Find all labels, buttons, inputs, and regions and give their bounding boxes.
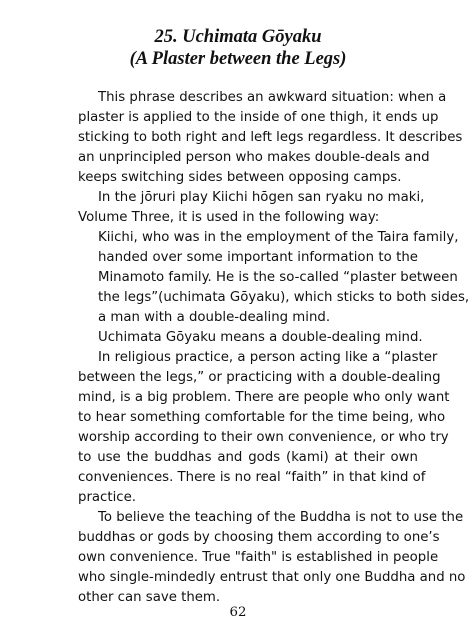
text-line: mind, is a big problem. There are people who only want: [78, 390, 450, 405]
text-line: between the legs,” or practicing with a double-dealing: [78, 370, 441, 385]
text-line: practice.: [78, 490, 136, 505]
text-line: conveniences. There is no real “faith” in that kind of: [78, 470, 426, 485]
text-line: to use the buddhas and gods (kami) at their own: [78, 450, 418, 465]
text-line: Kiichi, who was in the employment of the Taira family,: [98, 230, 459, 245]
text-line: worship according to their own convenience, or who try: [78, 430, 449, 445]
text-line: In religious practice, a person acting like a “plaster: [98, 350, 438, 365]
text-line: Volume Three, it is used in the following way:: [78, 210, 380, 225]
text-line: Uchimata Gōyaku means a double-dealing mind.: [98, 330, 423, 345]
text-line: own convenience. True "faith" is established in people: [78, 550, 439, 565]
text-line: plaster is applied to the inside of one thigh, it ends up: [78, 110, 439, 125]
text-line: In the jōruri play Kiichi hōgen san ryaku no maki,: [98, 190, 425, 205]
text-line: To believe the teaching of the Buddha is not to use the: [98, 510, 464, 525]
text-line: the legs”(uchimata Gōyaku), which sticks to both sides,: [98, 290, 470, 305]
text-line: keeps switching sides between opposing camps.: [78, 170, 402, 185]
page-subtitle: (A Plaster between the Legs): [129, 49, 347, 69]
text-line: This phrase describes an awkward situation: when a: [98, 90, 447, 105]
text-line: who single-mindedly entrust that only one Buddha and no: [78, 570, 466, 585]
text-line: buddhas or gods by choosing them according to one’s: [78, 530, 440, 545]
page-number: 62: [229, 605, 247, 620]
text-line: Minamoto family. He is the so-called “plaster between: [98, 270, 458, 285]
text-line: handed over some important information to the: [98, 250, 418, 265]
page-title: 25. Uchimata Gōyaku: [154, 27, 322, 47]
text-line: other can save them.: [78, 590, 221, 605]
text-line: sticking to both right and left legs regardless. It describes: [78, 130, 463, 145]
text-line: a man with a double-dealing mind.: [98, 310, 331, 325]
text-line: to hear something comfortable for the time being, who: [78, 410, 446, 425]
text-line: an unprincipled person who makes double-deals and: [78, 150, 430, 165]
